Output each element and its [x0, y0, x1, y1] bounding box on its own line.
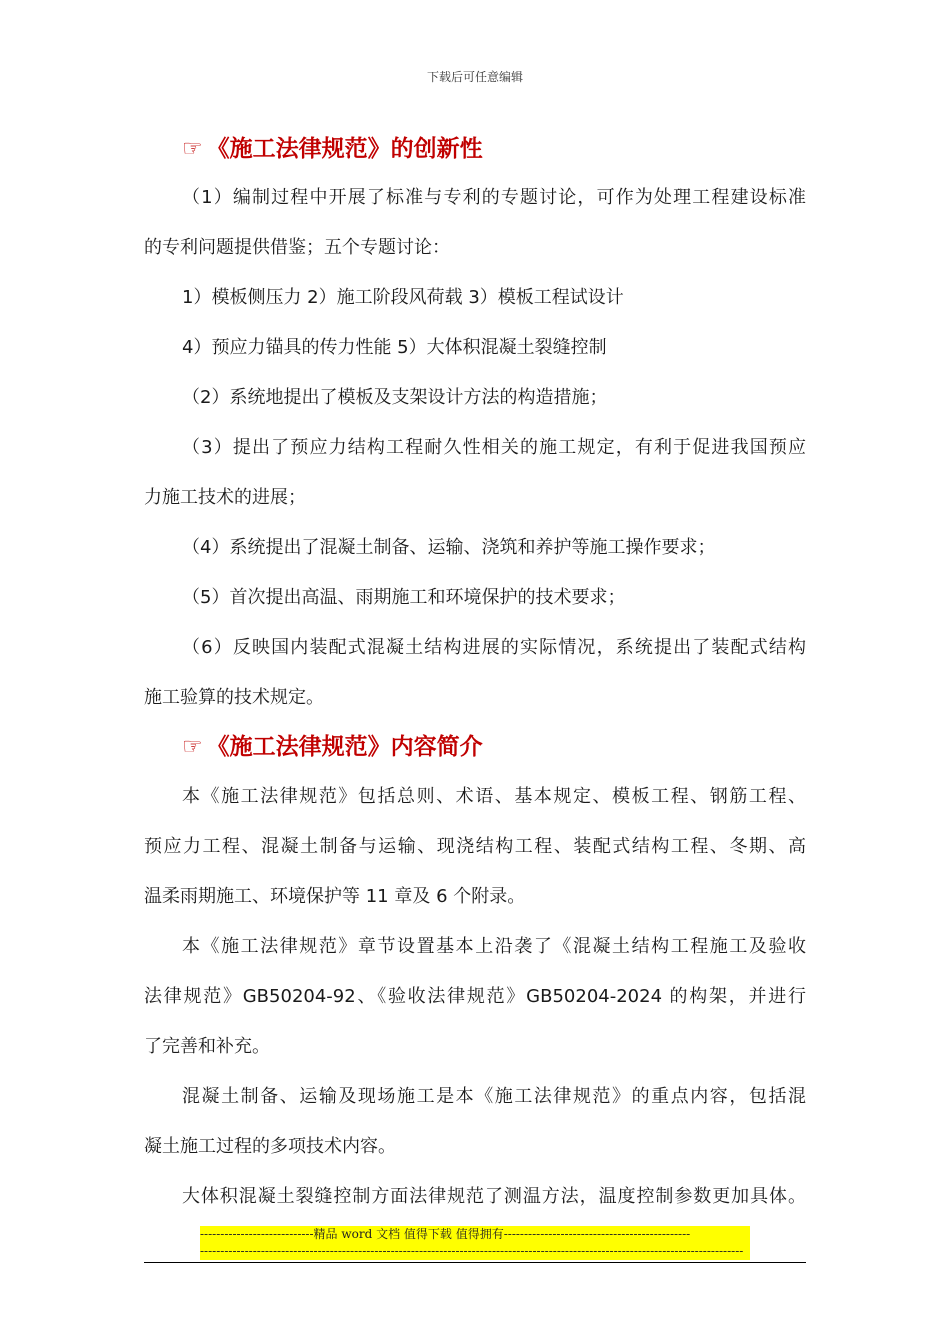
pointing-hand-icon: ☞	[182, 136, 203, 162]
pointing-hand-icon: ☞	[182, 734, 203, 760]
paragraph-line: （1）编制过程中开展了标准与专利的专题讨论，可作为处理工程建设标准	[182, 187, 806, 208]
footer-banner	[200, 1226, 750, 1260]
footer-banner-line: --------------------------------------------------------------------------------------------------------------------------------------	[200, 1244, 744, 1258]
paragraph-line: （6）反映国内装配式混凝土结构进展的实际情况，系统提出了装配式结构	[182, 637, 806, 658]
section-heading-contents	[182, 732, 483, 762]
paragraph-line: （3）提出了预应力结构工程耐久性相关的施工规定，有利于促进我国预应	[182, 437, 806, 458]
footer-divider	[144, 1262, 806, 1263]
header-note: 下载后可任意编辑	[426, 70, 523, 84]
footer-banner-line: ----------------------------精品 word 文档 值得下载 值得拥有----------------------------------------------	[200, 1227, 691, 1241]
paragraph-line: 力施工技术的进展；	[144, 487, 306, 508]
section-heading-innovation	[182, 134, 483, 164]
paragraph-line: （4）系统提出了混凝土制备、运输、浇筑和养护等施工操作要求；	[182, 537, 716, 558]
paragraph-line: （5）首次提出高温、雨期施工和环境保护的技术要求；	[182, 587, 626, 608]
paragraph-line: 1）模板侧压力 2）施工阶段风荷载 3）模板工程试设计	[182, 287, 624, 308]
paragraph-line: 的专利问题提供借鉴；五个专题讨论：	[144, 237, 450, 258]
paragraph-line: 施工验算的技术规定。	[144, 687, 324, 708]
paragraph-line: 法律规范》GB50204-92、《验收法律规范》GB50204-2024 的构架，并进行	[144, 986, 806, 1007]
paragraph-line: 凝土施工过程的多项技术内容。	[144, 1136, 396, 1157]
paragraph-line: 本《施工法律规范》包括总则、术语、基本规定、模板工程、钢筋工程、	[182, 786, 806, 807]
paragraph-line: 大体积混凝土裂缝控制方面法律规范了测温方法，温度控制参数更加具体。	[182, 1186, 806, 1207]
paragraph-line: 4）预应力锚具的传力性能 5）大体积混凝土裂缝控制	[182, 337, 607, 358]
section-title-contents: 《施工法律规范》内容简介	[206, 734, 483, 760]
paragraph-line: 本《施工法律规范》章节设置基本上沿袭了《混凝土结构工程施工及验收	[182, 936, 806, 957]
section-title-innovation: 《施工法律规范》的创新性	[206, 136, 483, 162]
paragraph-line: 混凝土制备、运输及现场施工是本《施工法律规范》的重点内容，包括混	[182, 1086, 806, 1107]
paragraph-line: 了完善和补充。	[144, 1036, 270, 1057]
paragraph-line: 预应力工程、混凝土制备与运输、现浇结构工程、装配式结构工程、冬期、高	[144, 836, 806, 857]
paragraph-line: 温柔雨期施工、环境保护等 11 章及 6 个附录。	[144, 886, 526, 907]
paragraph-line: （2）系统地提出了模板及支架设计方法的构造措施；	[182, 387, 608, 408]
